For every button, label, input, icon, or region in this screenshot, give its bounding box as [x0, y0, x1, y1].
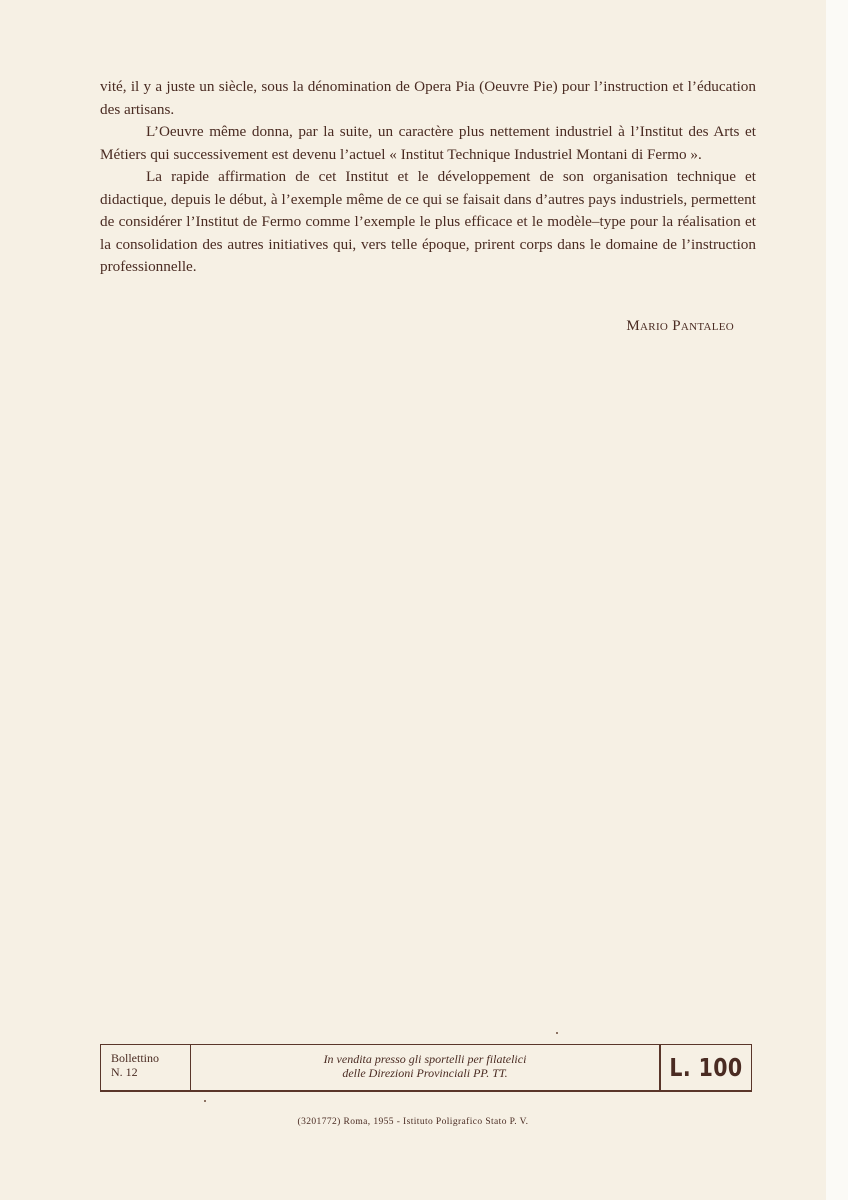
sale-info-line-2: delle Direzioni Provinciali PP. TT.: [342, 1066, 508, 1080]
print-speck: [204, 1100, 206, 1102]
bulletin-number: N. 12: [111, 1065, 138, 1079]
bulletin-cell: [101, 1045, 191, 1090]
price-cell: [669, 1045, 743, 1090]
bulletin-label: Bollettino: [111, 1051, 159, 1065]
sale-info-cell: [191, 1045, 661, 1090]
paragraph-2: L’Oeuvre même donna, par la suite, un caractère plus nettement industriel à l’Institut des Arts et Métiers qui successivement est devenu l’actuel « Institut Technique Industriel Montani di Fermo ».: [100, 123, 756, 163]
printer-imprint: (3201772) Roma, 1955 - Istituto Poligrafico Stato P. V.: [297, 1117, 529, 1127]
paragraph-1: vité, il y a juste un siècle, sous la dénomination de Opera Pia (Oeuvre Pie) pour l’instruction et l’éducation des artisans.: [100, 78, 756, 118]
sale-info-line-1: In vendita presso gli sportelli per filatelici: [323, 1052, 527, 1066]
article-body: [100, 76, 756, 279]
paragraph-3: La rapide affirmation de cet Institut et le développement de son organisation technique et didactique, depuis le début, à l’exemple même de ce qui se faisait dans d’autres pays industriels, permettent de considérer l’Institut de Fermo comme l’exemple le plus efficace et le modèle–type pour la réalisation et la consolidation des autres initiatives qui, vers telle époque, prirent corps dans le domaine de l’instruction professionnelle.: [100, 168, 756, 275]
page-edge-background: [826, 0, 848, 1200]
colophon-box: [100, 1044, 752, 1092]
print-speck: [556, 1032, 558, 1034]
author-signature: Mario Pantaleo: [626, 318, 734, 334]
price-label: L. 100: [669, 1052, 743, 1082]
